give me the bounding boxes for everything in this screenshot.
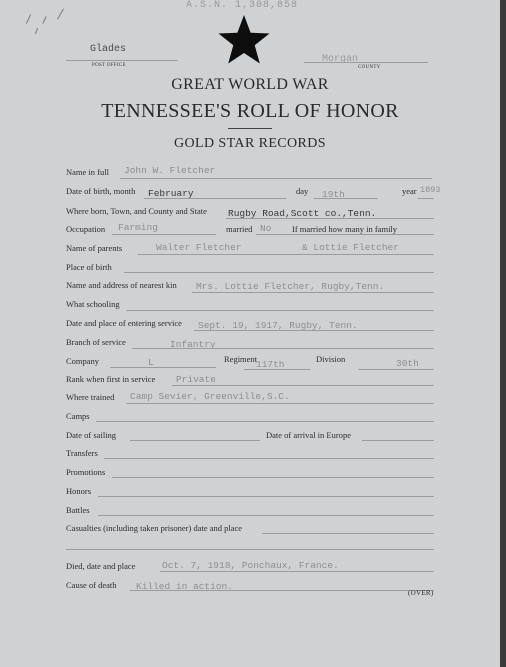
service-number: A.S.N. 1,308,858 bbox=[186, 0, 299, 11]
gold-star-icon bbox=[216, 14, 272, 64]
pencil-mark bbox=[35, 28, 38, 34]
parents-label: Name of parents bbox=[66, 243, 123, 253]
county-label: COUNTY bbox=[358, 65, 381, 70]
division-label: Division bbox=[316, 354, 346, 364]
division-value: 30th bbox=[396, 358, 419, 369]
married-value: No bbox=[260, 223, 272, 234]
kin-value: Mrs. Lottie Fletcher, Rugby,Tenn. bbox=[196, 281, 385, 292]
name-value: John W. Fletcher bbox=[124, 165, 216, 176]
branch-value: Infantry bbox=[170, 339, 216, 350]
title-great-world-war: GREAT WORLD WAR bbox=[171, 76, 329, 93]
dob-year: 1893 bbox=[420, 185, 441, 195]
rank-label: Rank when first in service bbox=[66, 374, 156, 384]
born-label: Where born, Town, and County and State bbox=[66, 206, 207, 216]
place-of-birth-label: Place of birth bbox=[66, 262, 112, 272]
entering-service-value: Sept. 19, 1917, Rugby, Tenn. bbox=[198, 320, 358, 331]
dob-day: 19th bbox=[322, 189, 345, 200]
parents-father: Walter Fletcher bbox=[156, 242, 242, 253]
title-roll-of-honor: TENNESSEE'S ROLL OF HONOR bbox=[101, 100, 399, 122]
parents-mother: & Lottie Fletcher bbox=[302, 242, 399, 253]
branch-label: Branch of service bbox=[66, 337, 126, 347]
pencil-mark bbox=[57, 9, 64, 20]
cause-value: Killed in action. bbox=[136, 581, 233, 592]
year-label: year bbox=[402, 186, 417, 196]
trained-label: Where trained bbox=[66, 392, 115, 402]
arrival-label: Date of arrival in Europe bbox=[266, 430, 351, 440]
county-value: Morgan bbox=[322, 54, 359, 65]
name-label: Name in full bbox=[66, 167, 109, 177]
title-divider bbox=[228, 128, 272, 129]
battles-label: Battles bbox=[66, 505, 90, 515]
died-label: Died, date and place bbox=[66, 561, 136, 571]
born-value: Rugby Road,Scott co.,Tenn. bbox=[228, 208, 377, 219]
camps-label: Camps bbox=[66, 411, 90, 421]
transfers-label: Transfers bbox=[66, 448, 98, 458]
sailing-label: Date of sailing bbox=[66, 430, 117, 440]
promotions-label: Promotions bbox=[66, 467, 106, 477]
died-value: Oct. 7, 1918, Ponchaux, France. bbox=[162, 560, 339, 571]
pencil-mark bbox=[42, 16, 46, 24]
married-label: married bbox=[226, 224, 253, 234]
dob-label: Date of birth, month bbox=[66, 186, 136, 196]
post-office-value: Glades bbox=[90, 44, 127, 55]
over-label: (OVER) bbox=[408, 589, 434, 597]
occupation-label: Occupation bbox=[66, 224, 106, 234]
rank-value: Private bbox=[176, 374, 216, 385]
schooling-label: What schooling bbox=[66, 299, 120, 309]
pencil-mark bbox=[26, 14, 31, 23]
occupation-value: Farming bbox=[118, 222, 158, 233]
kin-label: Name and address of nearest kin bbox=[66, 280, 177, 290]
day-label: day bbox=[296, 186, 309, 196]
family-label: If married how many in family bbox=[292, 224, 398, 234]
regiment-label: Regiment bbox=[224, 354, 258, 364]
casualties-label: Casualties (including taken prisoner) date and place bbox=[66, 523, 243, 533]
cause-label: Cause of death bbox=[66, 580, 117, 590]
trained-value: Camp Sevier, Greenville,S.C. bbox=[130, 391, 290, 402]
honors-label: Honors bbox=[66, 486, 92, 496]
regiment-value: 117th bbox=[256, 359, 285, 370]
title-gold-star-records: GOLD STAR RECORDS bbox=[174, 136, 326, 151]
company-value: L bbox=[148, 357, 154, 368]
entering-service-label: Date and place of entering service bbox=[66, 318, 182, 328]
dob-month: February bbox=[148, 188, 194, 199]
post-office-label: POST OFFICE bbox=[92, 63, 126, 68]
company-label: Company bbox=[66, 356, 100, 366]
